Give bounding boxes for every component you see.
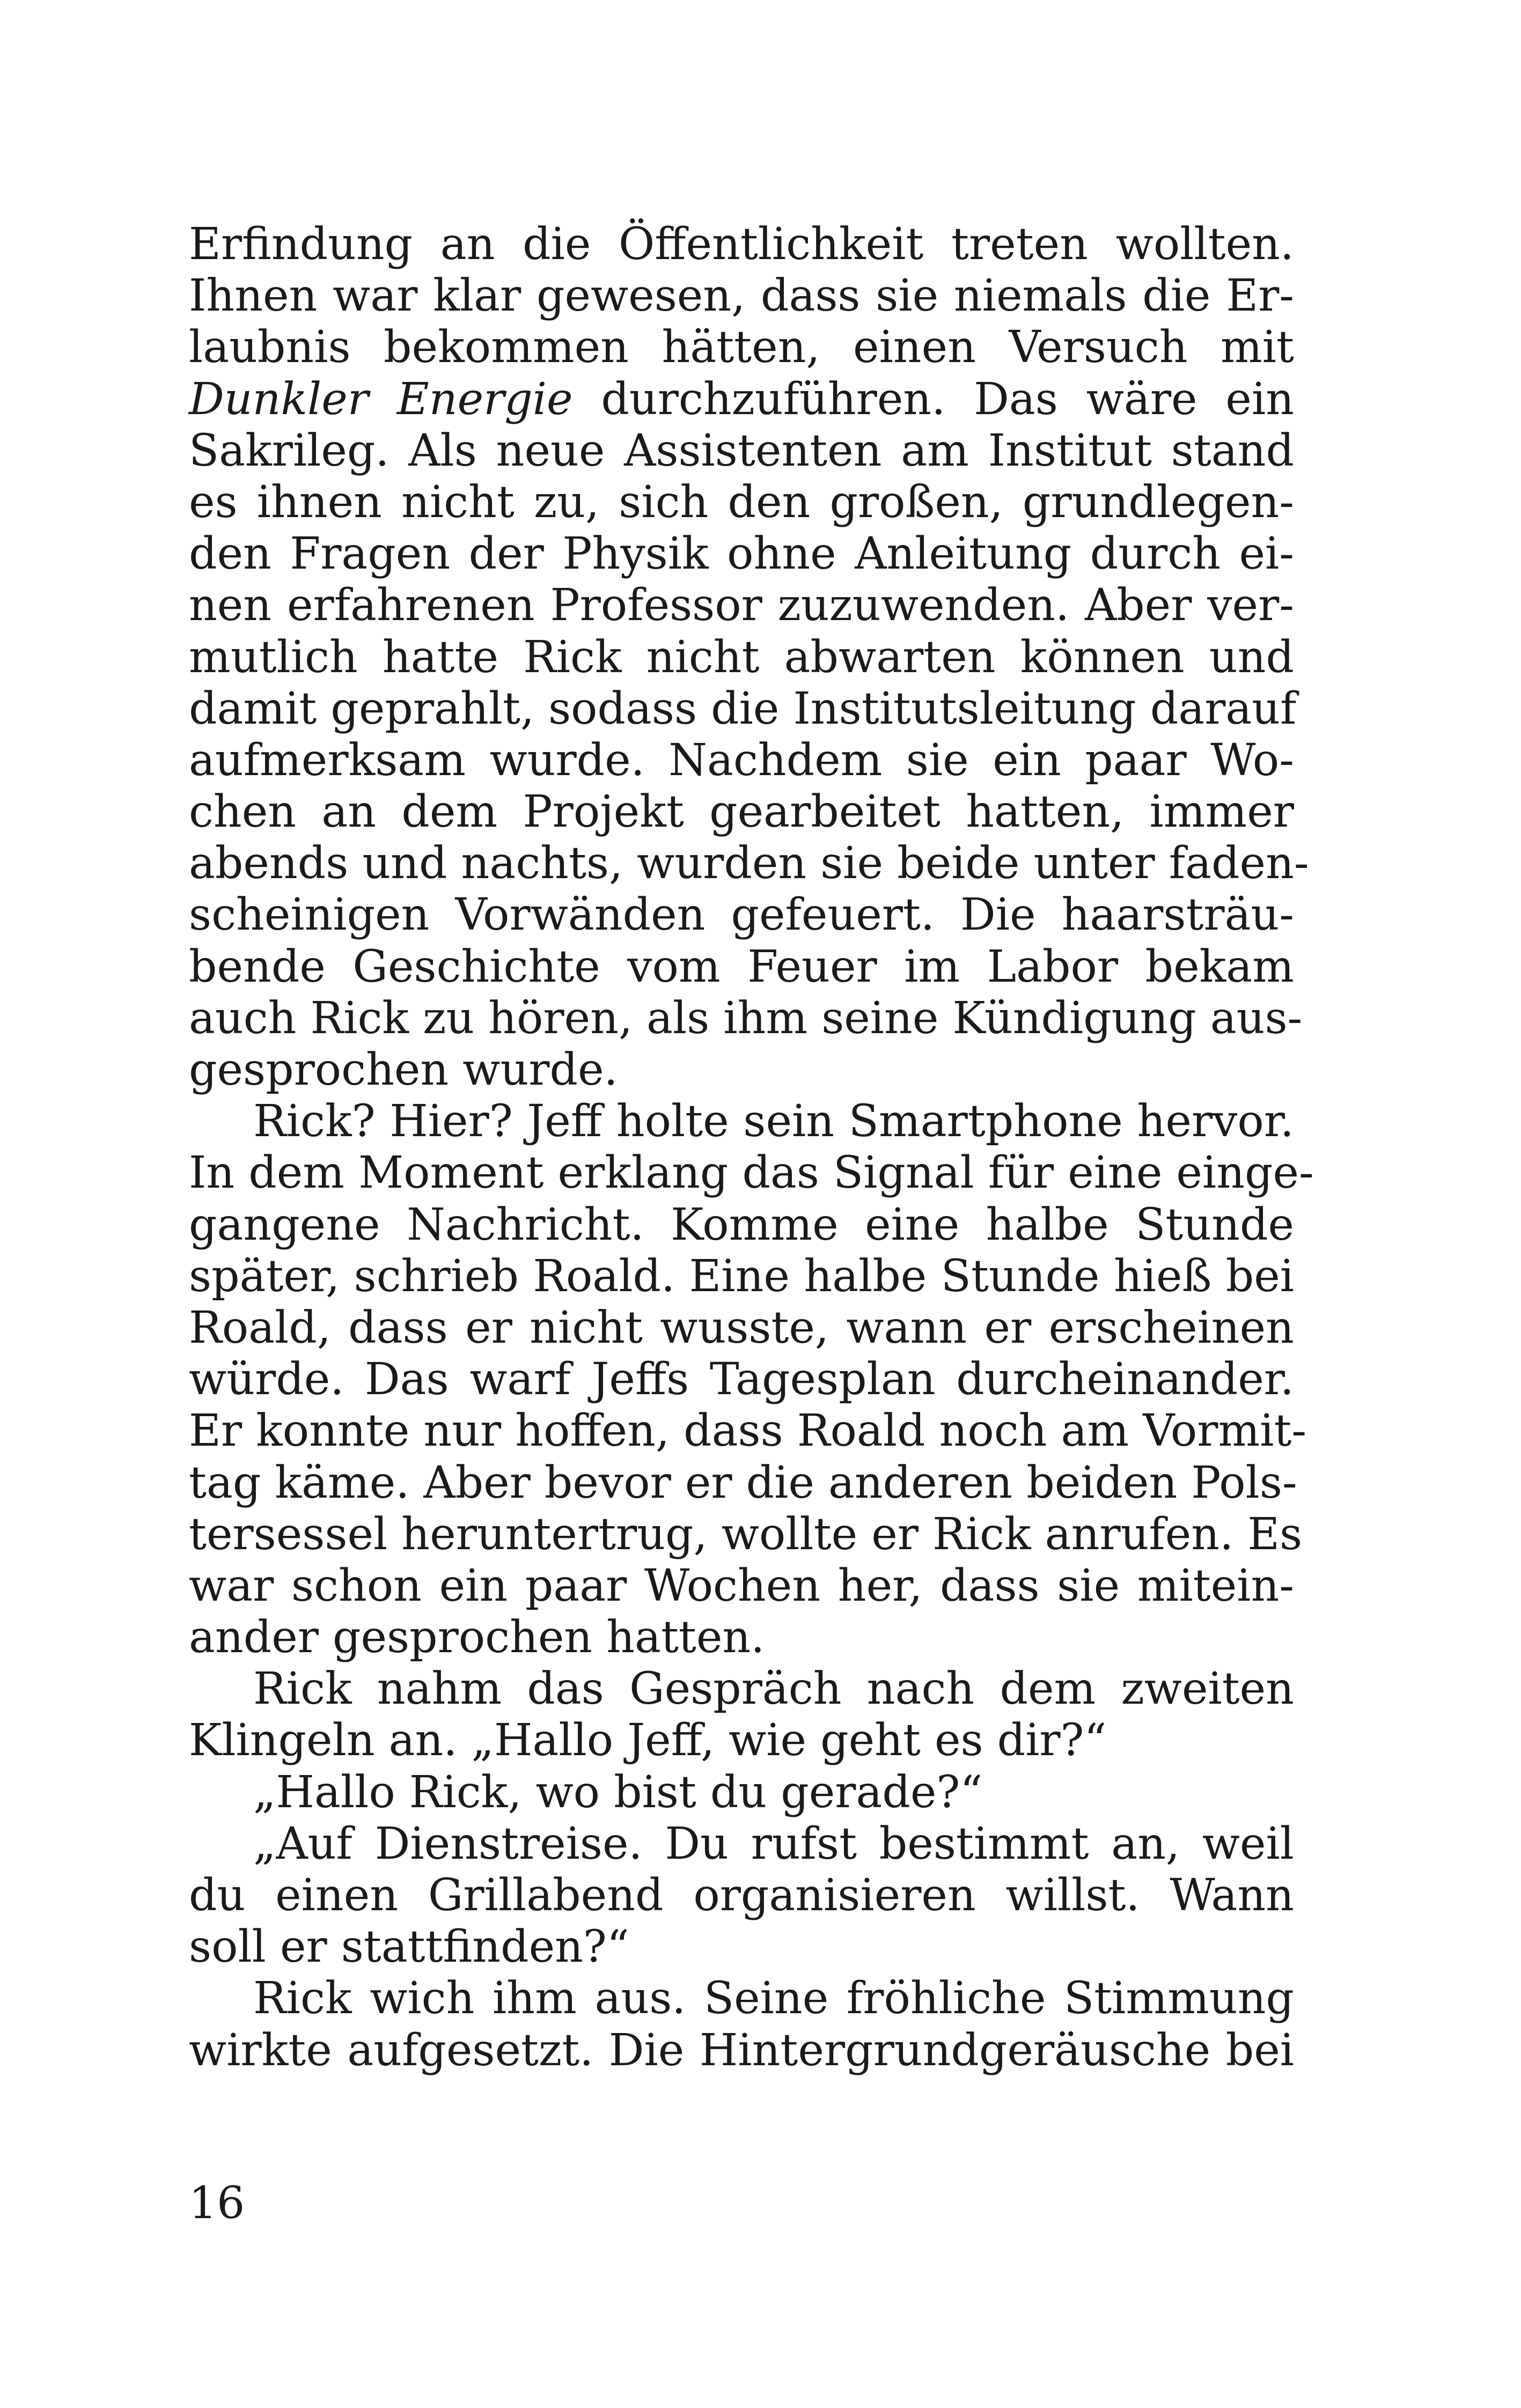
page-number: 16 — [189, 2178, 245, 2229]
text-line: es ihnen nicht zu, sich den großen, grundlegen- — [189, 476, 1294, 528]
text-line: damit geprahlt, sodass die Institutsleitung darauf — [189, 683, 1297, 734]
paragraph — [189, 219, 1309, 1096]
text-line: chen an dem Projekt gearbeitet hatten, immer — [189, 786, 1294, 838]
text-line: soll er stattfinden?“ — [189, 1921, 629, 1973]
text-line: Ihnen war klar gewesen, dass sie niemals die Er- — [189, 270, 1294, 322]
paragraph — [189, 1973, 1294, 2076]
text-line: den Fragen der Physik ohne Anleitung durch ei- — [189, 528, 1294, 580]
text-line: „Hallo Rick, wo bist du gerade?“ — [253, 1766, 983, 1818]
text-line: auch Rick zu hören, als ihm seine Kündigung aus- — [189, 992, 1303, 1044]
paragraph — [189, 1767, 1294, 1818]
text-line: tag käme. Aber bevor er die anderen beiden Pols- — [189, 1457, 1297, 1508]
text-line: Rick wich ihm aus. Seine fröhliche Stimmung — [253, 1973, 1294, 2024]
text-line: Rick? Hier? Jeff holte sein Smartphone hervor. — [253, 1096, 1294, 1147]
text-line: tersessel heruntertrug, wollte er Rick anrufen. Es — [189, 1508, 1303, 1560]
paragraph — [189, 1818, 1294, 1973]
text-line: „Auf Dienstreise. Du rufst bestimmt an, weil — [253, 1818, 1294, 1869]
text-line: Roald, dass er nicht wusste, wann er erscheinen — [189, 1302, 1294, 1353]
text-line: später, schrieb Roald. Eine halbe Stunde hieß bei — [189, 1250, 1294, 1302]
text-line: In dem Moment erklang das Signal für eine einge- — [189, 1147, 1314, 1199]
text-line: scheinigen Vorwänden gefeuert. Die haarsträu- — [189, 889, 1294, 941]
text-line: Sakrileg. Als neue Assistenten am Institut stand — [189, 425, 1294, 476]
text-line: gesprochen wurde. — [189, 1044, 618, 1095]
text-line: mutlich hatte Rick nicht abwarten können und — [189, 631, 1294, 683]
body-text — [189, 219, 1314, 2076]
text-run: durchzuführen. Das wäre ein — [572, 373, 1295, 425]
text-line: ander gesprochen hatten. — [189, 1612, 765, 1663]
text-line: war schon ein paar Wochen her, dass sie mitein- — [189, 1560, 1294, 1611]
text-line: Rick nahm das Gespräch nach dem zweiten — [253, 1663, 1294, 1715]
text-line: laubnis bekommen hätten, einen Versuch mit — [189, 322, 1294, 373]
text-line: aufmerksam wurde. Nachdem sie ein paar Wo- — [189, 734, 1294, 786]
text-line: bende Geschichte vom Feuer im Labor bekam — [189, 941, 1294, 992]
text-line: abends und nachts, wurden sie beide unter faden- — [189, 838, 1309, 889]
text-line: Klingeln an. „Hallo Jeff, wie geht es dir?“ — [189, 1715, 1107, 1766]
paragraph — [189, 1663, 1294, 1766]
paragraph — [189, 1096, 1314, 1663]
text-line: wirkte aufgesetzt. Die Hintergrundgeräusche bei — [189, 2024, 1294, 2076]
text-line: Erfindung an die Öffentlichkeit treten wollten. — [189, 219, 1294, 270]
text-line: nen erfahrenen Professor zuzuwenden. Aber ver- — [189, 580, 1294, 631]
text-line: würde. Das warf Jeffs Tagesplan durcheinander. — [189, 1354, 1294, 1405]
text-line — [189, 374, 1294, 425]
text-line: Er konnte nur hoffen, dass Roald noch am Vormit- — [189, 1405, 1307, 1457]
italic-term: Dunkler Energie — [189, 373, 573, 425]
text-line: gangene Nachricht. Komme eine halbe Stunde — [189, 1199, 1294, 1250]
text-line: du einen Grillabend organisieren willst. Wann — [189, 1870, 1294, 1921]
